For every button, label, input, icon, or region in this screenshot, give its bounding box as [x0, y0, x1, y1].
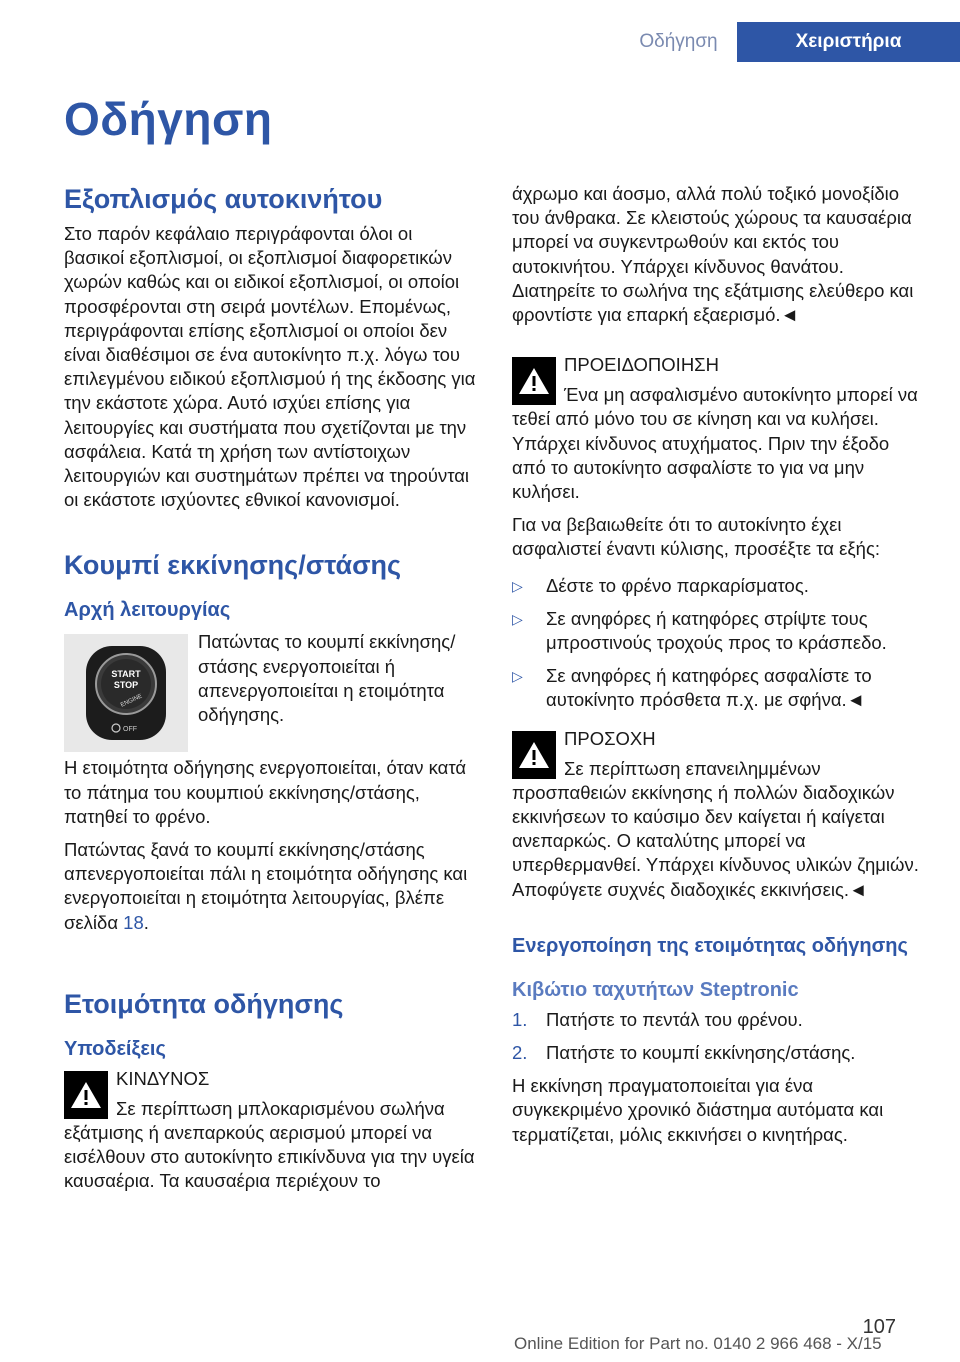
step-text: Πατήστε το πεντάλ του φρένου. — [546, 1008, 803, 1030]
activation-heading: Ενεργοποίηση της ετοιμότητας οδήγησης — [512, 934, 908, 957]
secure-intro: Για να βεβαιωθείτε ότι το αυτοκίνητο έχει ασφαλιστεί έναντι κύλισης, προσέξτε τα εξής: — [512, 514, 880, 560]
bullet-triangle-icon: ▷ — [512, 610, 523, 627]
step-number: 2. — [512, 1042, 528, 1064]
photo-label-start: START — [111, 669, 141, 680]
principle-heading: Αρχή λειτουργίας — [64, 599, 231, 622]
bullet-text: Δέστε το φρένο παρκαρίσματος. — [546, 574, 809, 596]
caution-text: Σε περίπτωση επανειλημμένων προσπαθειών εκκίνησης ή πολλών διαδοχικών εκκινήσεων το καύσιμο δεν καίγεται ή καίγεται ανεπαρκώς. Ο καταλύτης μπορεί να υπερθερμανθεί. Υπάρχει κίνδυνος υλικών ζημιών. Αποφύγετε συχνές διαδοχικές εκκινήσεις.◄ — [512, 757, 919, 900]
tab-driving[interactable]: Οδήγηση — [639, 31, 718, 52]
warning-title: ΠΡΟΕΙΔΟΠΟΙΗΣΗ — [564, 354, 719, 376]
chapter-tabs — [620, 22, 960, 62]
warning-triangle-icon — [512, 731, 556, 779]
list-item — [512, 664, 924, 712]
photo-label-engine: ENGINE — [119, 693, 144, 710]
list-item — [512, 1041, 924, 1065]
page-title: Οδήγηση — [64, 93, 273, 145]
bullet-text: Σε ανηφόρες ή κατηφόρες στρίψτε τους μπροστινούς τροχούς προς το κράσπεδο. — [546, 607, 887, 654]
step-number: 1. — [512, 1008, 528, 1030]
bullet-triangle-icon: ▷ — [512, 668, 523, 685]
warning-triangle-icon — [64, 1071, 108, 1119]
photo-label-off: OFF — [123, 726, 137, 734]
page-number: 107 — [862, 1316, 896, 1338]
photo-label-stop: STOP — [113, 680, 139, 691]
start-stop-heading: Κουμπί εκκίνησης/στάσης — [64, 550, 402, 581]
tab-controls[interactable]: Χειριστήρια — [737, 22, 960, 62]
caution-notice — [512, 727, 924, 787]
bullet-triangle-icon: ▷ — [512, 577, 523, 594]
principle-paragraph-3-text: Πατώντας ξανά το κουμπί εκκίνησης/στάσης απενεργοποιείται πάλι η ετοιμότητα οδήγησης και ενεργοποιείται η ετοιμότητα λειτουργίας, βλέπε σελίδα — [64, 839, 468, 933]
hints-heading: Υποδείξεις — [64, 1037, 166, 1060]
left-column — [64, 182, 476, 1203]
danger-text-continued: άχρωμο και άοσμο, αλλά πολύ τοξικό μονοξίδιο του άνθρακα. Σε κλειστούς χώρους τα καυσαέρια μπορεί να συγκεντρωθούν και εκτός του αυτοκινήτου. Υπάρχει κίνδυνος θανάτου. Διατηρείτε το σωλήνα της εξάτμισης ελεύθερο και φροντίστε για επαρκή εξαερισμό.◄ — [512, 183, 914, 326]
page-footer — [0, 1316, 960, 1356]
principle-paragraph-3 — [64, 838, 476, 935]
principle-paragraph-2: Η ετοιμότητα οδήγησης ενεργοποιείται, όταν κατά το πάτημα του κουμπιού εκκίνησης/στάσης, πατηθεί το φρένο. — [64, 757, 467, 827]
equipment-paragraph: Στο παρόν κεφάλαιο περιγράφονται όλοι οι βασικοί εξοπλισμοί, οι εξοπλισμοί διαφορετικών χωρών καθώς και οι ειδικοί εξοπλισμοί, οι οποίοι προσφέρονται στη σειρά μοντέλων. Επομένως, περιγράφονται επίσης εξοπλισμοί οι οποίοι δεν είναι διαθέσιμοι σε ένα αυτοκίνητο π.χ. λόγω του επιλεγμένου ειδικού εξοπλισμού ή της έκδοσης για την εκάστοτε χώρα. Αυτό ισχύει επίσης για λειτουργίες και συστήματα που σχετίζονται με την ασφάλεια. Κατά τη χρήση των αντίστοιχων λειτουργιών και συστημάτων πρέπει να τηρούνται οι εκάστοτε ισχύοντες εθνικοί κανονισμοί. — [64, 223, 476, 511]
danger-text: Σε περίπτωση μπλοκαρισμένου σωλήνα εξάτμισης ή ανεπαρκούς αερισμού μπορεί να εισέλθουν στο αυτοκίνητο επικίνδυνα για την υγεία καυσαέρια. Τα καυσαέρια περιέχουν το — [64, 1097, 475, 1192]
list-item — [512, 607, 924, 655]
principle-paragraph-1: Πατώντας το κουμπί εκκίνησης/στάσης ενεργοποιείται ή απενεργοποιείται η ετοιμότητα οδήγησης. — [198, 631, 456, 726]
readiness-heading: Ετοιμότητα οδήγησης — [64, 988, 344, 1019]
start-stop-button-icon — [80, 640, 172, 746]
secure-bullet-list — [512, 574, 924, 713]
start-stop-button-image — [64, 634, 188, 752]
equipment-heading: Εξοπλισμός αυτοκινήτου — [64, 184, 383, 214]
list-item — [512, 1008, 924, 1032]
principle-paragraph-3-end: . — [143, 911, 149, 933]
warning-text: Ένα μη ασφαλισμένο αυτοκίνητο μπορεί να τεθεί από μόνο του σε κίνηση και να κυλήσει. Υπάρχει κίνδυνος ατυχήματος. Πριν την έξοδο από το αυτοκίνητο ασφαλίστε το για να μην κυλήσει. — [512, 384, 918, 503]
step-text: Πατήστε το κουμπί εκκίνησης/στάσης. — [546, 1042, 856, 1064]
caution-title: ΠΡΟΣΟΧΗ — [564, 727, 656, 749]
steptronic-heading: Κιβώτιο ταχυτήτων Steptronic — [512, 978, 799, 1001]
list-item — [512, 574, 924, 598]
danger-title: ΚΙΝΔΥΝΟΣ — [116, 1067, 210, 1089]
edition-note: Online Edition for Part no. 0140 2 966 468 - X/15 — [514, 1334, 882, 1353]
right-column — [512, 182, 924, 1156]
danger-notice — [64, 1067, 476, 1127]
page-link-18[interactable]: 18 — [123, 911, 144, 933]
steptronic-paragraph: Η εκκίνηση πραγματοποιείται για ένα συγκεκριμένο χρονικό διάστημα αυτόματα και τερματίζεται, μόλις εκκινήσει ο κινητήρας. — [512, 1075, 884, 1145]
steps-list — [512, 1008, 924, 1065]
bullet-text: Σε ανηφόρες ή κατηφόρες ασφαλίστε το αυτοκίνητο πρόσθετα π.χ. με σφήνα.◄ — [546, 665, 872, 711]
warning-triangle-icon — [512, 357, 556, 405]
warning-notice — [512, 353, 924, 413]
